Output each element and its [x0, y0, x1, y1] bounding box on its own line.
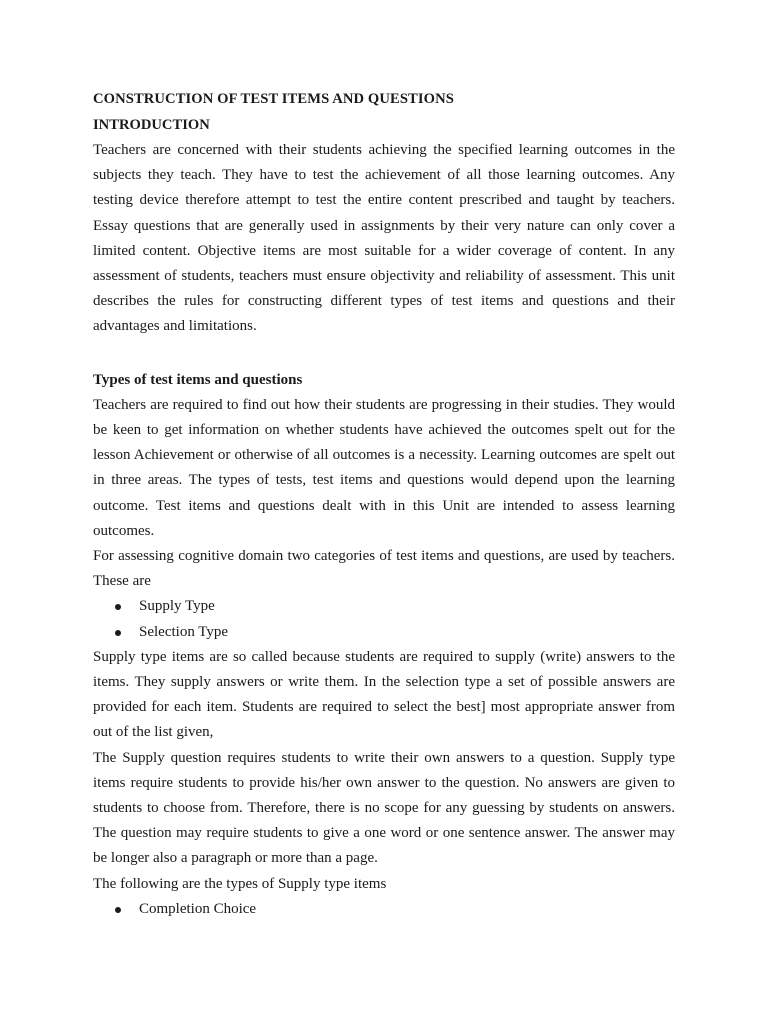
types-paragraph-2: For assessing cognitive domain two categories of test items and questions, are used by teachers. These are [93, 548, 675, 590]
document-title: CONSTRUCTION OF TEST ITEMS AND QUESTIONS [93, 91, 454, 107]
list-item [93, 620, 675, 645]
list-item [93, 897, 675, 922]
introduction-paragraph: Teachers are concerned with their students achieving the specified learning outcomes in the subjects they teach. They have to test the achievement of all those learning outcomes. Any testing device therefore attempt to test the entire content prescribed and taught by teachers. Essay questions that are generally used in assignments by their very nature can only cover a limited content. Objective items are most suitable for a wider coverage of content. In any assessment of students, teachers must ensure objectivity and reliability of assessment. This unit describes the rules for constructing different types of test items and questions and their advantages and limitations. [93, 142, 675, 335]
list-item-label: Supply Type [139, 598, 215, 615]
section-heading-types: Types of test items and questions [93, 371, 303, 388]
document-body [93, 88, 675, 922]
introduction-heading: INTRODUCTION [93, 117, 210, 133]
list-item [93, 594, 675, 619]
types-paragraph-4: The Supply question requires students to write their own answers to a question. Supply type items require students to provide his/her own answer to the question. No answers are given to students to choose from. Therefore, there is no scope for any guessing by students on answers. The question may require students to give a one word or one sentence answer. The answer may be longer also a paragraph or more than a page. [93, 749, 675, 867]
list-item-label: Selection Type [139, 623, 229, 640]
bullet-icon [115, 604, 121, 610]
types-paragraph-5: The following are the types of Supply type items [93, 875, 387, 892]
bullet-icon [115, 907, 121, 913]
supply-type-list [93, 897, 675, 922]
types-paragraph-3: Supply type items are so called because students are required to supply (write) answers to the items. They supply answers or write them. In the selection type a set of possible answers are provided for each item. Students are required to select the best] most appropriate answer from out of the list given, [93, 648, 675, 741]
bullet-icon [115, 630, 121, 636]
list-item-label: Completion Choice [139, 900, 257, 917]
types-paragraph-1: Teachers are required to find out how their students are progressing in their studies. They would be keen to get information on whether students have achieved the outcomes spelt out for the lesson Achievement or otherwise of all outcomes is a necessity. Learning outcomes are spelt out in three areas. The types of tests, test items and questions would depend upon the learning outcome. Test items and questions dealt with in this Unit are intended to assess learning outcomes. [93, 396, 675, 539]
category-list [93, 594, 675, 644]
